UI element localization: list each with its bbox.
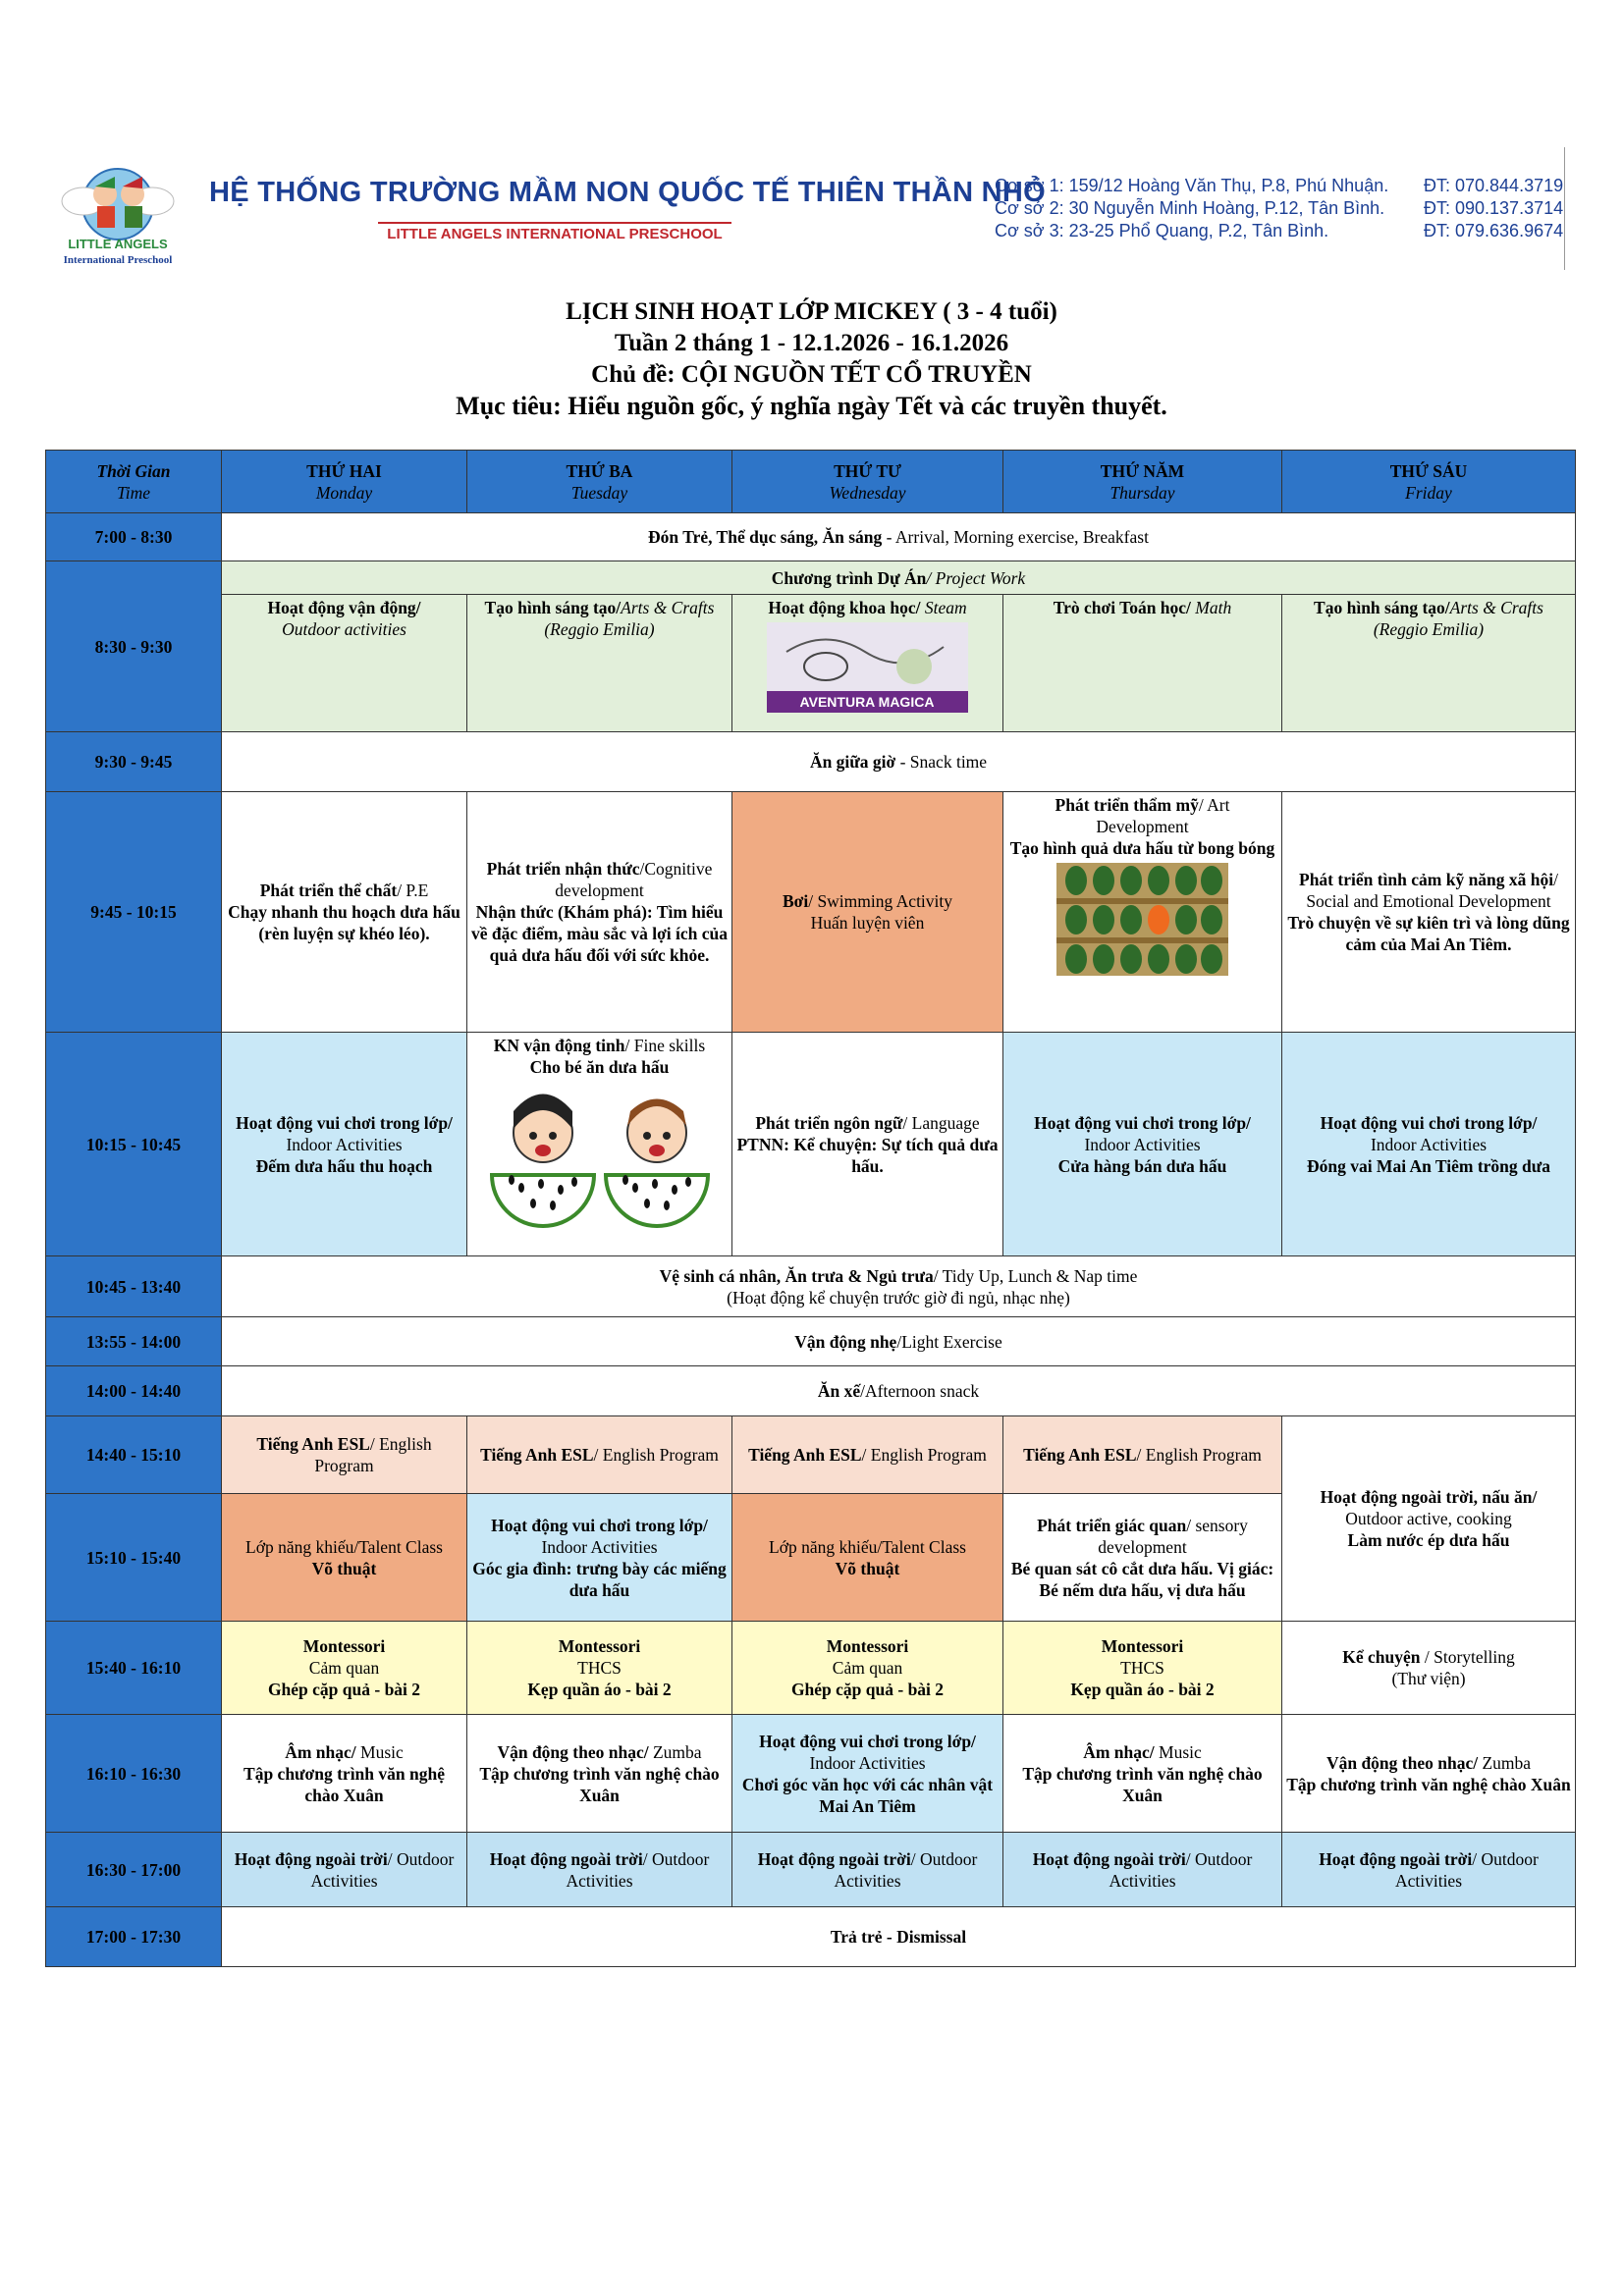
time-slot: 14:00 - 14:40 <box>46 1366 222 1416</box>
time-column-header: Thời Gian Time <box>46 451 222 513</box>
time-slot: 9:30 - 9:45 <box>46 732 222 792</box>
activity-cell: Phát triển giác quan/ sensory development Bé quan sát cô cắt dưa hấu. Vị giác: Bé nếm dưa hấu, vị dưa hấu <box>1003 1494 1282 1622</box>
campus-phone: ĐT: 079.636.9674 <box>1424 221 1564 240</box>
schedule-titles <box>0 296 1623 422</box>
activity-cell: Tạo hình sáng tạo/Arts & Crafts (Reggio Emilia) <box>1282 595 1576 732</box>
activity-cell: Lớp năng khiếu/Talent Class Võ thuật <box>222 1494 467 1622</box>
table-row <box>46 595 1576 732</box>
activity-cell: Vận động theo nhạc/ Zumba Tập chương trình văn nghệ chào Xuân <box>1282 1715 1576 1833</box>
page-header <box>44 147 1571 270</box>
activity-cell: Phát triển thể chất/ P.E Chạy nhanh thu hoạch dưa hấu (rèn luyện sự khéo léo). <box>222 792 467 1033</box>
campus-addresses <box>995 175 1388 242</box>
table-row <box>46 1833 1576 1907</box>
day-header-friday: THỨ SÁU Friday <box>1282 451 1576 513</box>
project-work-banner: Chương trình Dự Án/ Project Work <box>222 561 1576 595</box>
activity-cell: Hoạt động vui chơi trong lớp/ Indoor Activities Đóng vai Mai An Tiêm trồng dưa <box>1282 1033 1576 1256</box>
activity-cell: Hoạt động vui chơi trong lớp/ Indoor Activities Góc gia đình: trưng bày các miếng dưa hấu <box>467 1494 732 1622</box>
activity-cell: Âm nhạc/ Music Tập chương trình văn nghệ chào Xuân <box>1003 1715 1282 1833</box>
header-divider <box>1564 147 1565 270</box>
activity-cell: Tạo hình sáng tạo/Arts & Crafts (Reggio Emilia) <box>467 595 732 732</box>
time-slot: 15:10 - 15:40 <box>46 1494 222 1622</box>
day-header-wednesday: THỨ TƯ Wednesday <box>732 451 1003 513</box>
time-slot: 13:55 - 14:00 <box>46 1317 222 1366</box>
activity-cell: Đón Trẻ, Thể dục sáng, Ăn sáng - Arrival, Morning exercise, Breakfast <box>222 513 1576 561</box>
feed-watermelon-image <box>482 1082 718 1229</box>
activity-cell: Âm nhạc/ Music Tập chương trình văn nghệ chào Xuân <box>222 1715 467 1833</box>
activity-cell: KN vận động tinh/ Fine skills Cho bé ăn dưa hấu <box>467 1033 732 1256</box>
time-slot: 10:15 - 10:45 <box>46 1033 222 1256</box>
time-slot: 17:00 - 17:30 <box>46 1907 222 1967</box>
activity-cell: Phát triển ngôn ngữ/ Language PTNN: Kể chuyện: Sự tích quả dưa hấu. <box>732 1033 1003 1256</box>
schedule-theme: Chủ đề: CỘI NGUỒN TẾT CỔ TRUYỀN <box>591 361 1032 388</box>
table-row <box>46 1715 1576 1833</box>
table-row <box>46 513 1576 561</box>
activity-cell: Trả trẻ - Dismissal <box>222 1907 1576 1967</box>
campus-address: Cơ sở 3: 23-25 Phổ Quang, P.2, Tân Bình. <box>995 221 1329 240</box>
activity-cell: Vận động nhẹ/Light Exercise <box>222 1317 1576 1366</box>
activity-cell: Tiếng Anh ESL/ English Program <box>467 1416 732 1494</box>
activity-cell: Hoạt động khoa học/ Steam AVENTURA MAGICA <box>732 595 1003 732</box>
day-header-tuesday: THỨ BA Tuesday <box>467 451 732 513</box>
activity-cell: Hoạt động ngoài trời/ Outdoor Activities <box>222 1833 467 1907</box>
table-row <box>46 1317 1576 1366</box>
activity-cell: Hoạt động ngoài trời, nấu ăn/ Outdoor active, cooking Làm nước ép dưa hấu <box>1282 1416 1576 1622</box>
table-row <box>46 1033 1576 1256</box>
activity-cell: Tiếng Anh ESL/ English Program <box>732 1416 1003 1494</box>
time-slot: 16:10 - 16:30 <box>46 1715 222 1833</box>
school-name: HỆ THỐNG TRƯỜNG MẦM NON QUỐC TẾ THIÊN THẦN NHỎ <box>209 177 1047 208</box>
activity-cell: Hoạt động vui chơi trong lớp/ Indoor Activities Cửa hàng bán dưa hấu <box>1003 1033 1282 1256</box>
table-row <box>46 792 1576 1033</box>
activity-cell: Vận động theo nhạc/ Zumba Tập chương trình văn nghệ chào Xuân <box>467 1715 732 1833</box>
school-logo <box>44 147 191 270</box>
activity-cell: Hoạt động ngoài trời/ Outdoor Activities <box>467 1833 732 1907</box>
steam-activity-image <box>767 622 968 713</box>
campus-phone: ĐT: 090.137.3714 <box>1424 198 1564 218</box>
activity-cell: Trò chơi Toán học/ Math <box>1003 595 1282 732</box>
day-header-monday: THỨ HAI Monday <box>222 451 467 513</box>
activity-cell: Phát triển nhận thức/Cognitive development Nhận thức (Khám phá): Tìm hiểu về đặc điểm, màu sắc và lợi ích của quả dưa hấu đối với sức khỏe. <box>467 792 732 1033</box>
schedule-title: LỊCH SINH HOẠT LỚP MICKEY ( 3 - 4 tuổi) <box>566 298 1057 325</box>
campus-address: Cơ sở 2: 30 Nguyễn Minh Hoàng, P.12, Tân Bình. <box>995 198 1385 218</box>
time-slot: 9:45 - 10:15 <box>46 792 222 1033</box>
activity-cell: Hoạt động vận động/ Outdoor activities <box>222 595 467 732</box>
table-row <box>46 1622 1576 1715</box>
campus-address: Cơ sở 1: 159/12 Hoàng Văn Thụ, P.8, Phú Nhuận. <box>995 176 1389 195</box>
activity-cell: Hoạt động vui chơi trong lớp/ Indoor Activities Đếm dưa hấu thu hoạch <box>222 1033 467 1256</box>
activity-cell: Hoạt động vui chơi trong lớp/ Indoor Activities Chơi góc văn học với các nhân vật Mai An Tiêm <box>732 1715 1003 1833</box>
activity-cell: Vệ sinh cá nhân, Ăn trưa & Ngủ trưa/ Tidy Up, Lunch & Nap time (Hoạt động kể chuyện trước giờ đi ngủ, nhạc nhẹ) <box>222 1256 1576 1317</box>
header-row <box>46 451 1576 513</box>
day-header-thursday: THỨ NĂM Thursday <box>1003 451 1282 513</box>
time-slot: 14:40 - 15:10 <box>46 1416 222 1494</box>
table-row <box>46 732 1576 792</box>
activity-cell: Hoạt động ngoài trời/ Outdoor Activities <box>1003 1833 1282 1907</box>
svg-text:AVENTURA MAGICA: AVENTURA MAGICA <box>799 694 935 710</box>
activity-cell: Tiếng Anh ESL/ English Program <box>222 1416 467 1494</box>
activity-cell: Lớp năng khiếu/Talent Class Võ thuật <box>732 1494 1003 1622</box>
table-row <box>46 561 1576 595</box>
schedule-week: Tuần 2 tháng 1 - 12.1.2026 - 16.1.2026 <box>614 330 1009 356</box>
activity-cell: Montessori Cảm quan Ghép cặp quả - bài 2 <box>222 1622 467 1715</box>
activity-cell: Kể chuyện / Storytelling (Thư viện) <box>1282 1622 1576 1715</box>
time-slot: 7:00 - 8:30 <box>46 513 222 561</box>
activity-cell: Phát triển thẩm mỹ/ Art Development Tạo hình quả dưa hấu từ bong bóng <box>1003 792 1282 1033</box>
activity-cell: Montessori THCS Kẹp quần áo - bài 2 <box>1003 1622 1282 1715</box>
time-slot: 16:30 - 17:00 <box>46 1833 222 1907</box>
time-slot: 15:40 - 16:10 <box>46 1622 222 1715</box>
svg-text:International Preschool: International Preschool <box>63 254 173 266</box>
activity-cell: Hoạt động ngoài trời/ Outdoor Activities <box>732 1833 1003 1907</box>
activity-cell: Montessori Cảm quan Ghép cặp quả - bài 2 <box>732 1622 1003 1715</box>
table-row <box>46 1366 1576 1416</box>
schedule-table <box>45 450 1576 1967</box>
table-row <box>46 1416 1576 1494</box>
school-name-en: LITTLE ANGELS INTERNATIONAL PRESCHOOL <box>387 226 723 242</box>
activity-cell: Hoạt động ngoài trời/ Outdoor Activities <box>1282 1833 1576 1907</box>
table-row <box>46 1907 1576 1967</box>
time-slot: 8:30 - 9:30 <box>46 561 222 732</box>
table-row <box>46 1256 1576 1317</box>
activity-cell: Ăn giữa giờ - Snack time <box>222 732 1576 792</box>
campus-phone: ĐT: 070.844.3719 <box>1424 176 1564 195</box>
time-slot: 10:45 - 13:40 <box>46 1256 222 1317</box>
campus-phones <box>1424 175 1563 242</box>
activity-cell: Ăn xế/Afternoon snack <box>222 1366 1576 1416</box>
activity-cell: Tiếng Anh ESL/ English Program <box>1003 1416 1282 1494</box>
balloon-watermelon-image <box>1056 863 1228 976</box>
svg-text:LITTLE ANGELS: LITTLE ANGELS <box>68 237 168 251</box>
schedule-goal: Mục tiêu: Hiểu nguồn gốc, ý nghĩa ngày Tết và các truyền thuyết. <box>456 392 1167 420</box>
activity-cell: Phát triển tình cảm kỹ năng xã hội/ Social and Emotional Development Trò chuyện về sự kiên trì và lòng dũng cảm của Mai An Tiêm. <box>1282 792 1576 1033</box>
activity-cell: Bơi/ Swimming Activity Huấn luyện viên <box>732 792 1003 1033</box>
activity-cell: Montessori THCS Kẹp quần áo - bài 2 <box>467 1622 732 1715</box>
